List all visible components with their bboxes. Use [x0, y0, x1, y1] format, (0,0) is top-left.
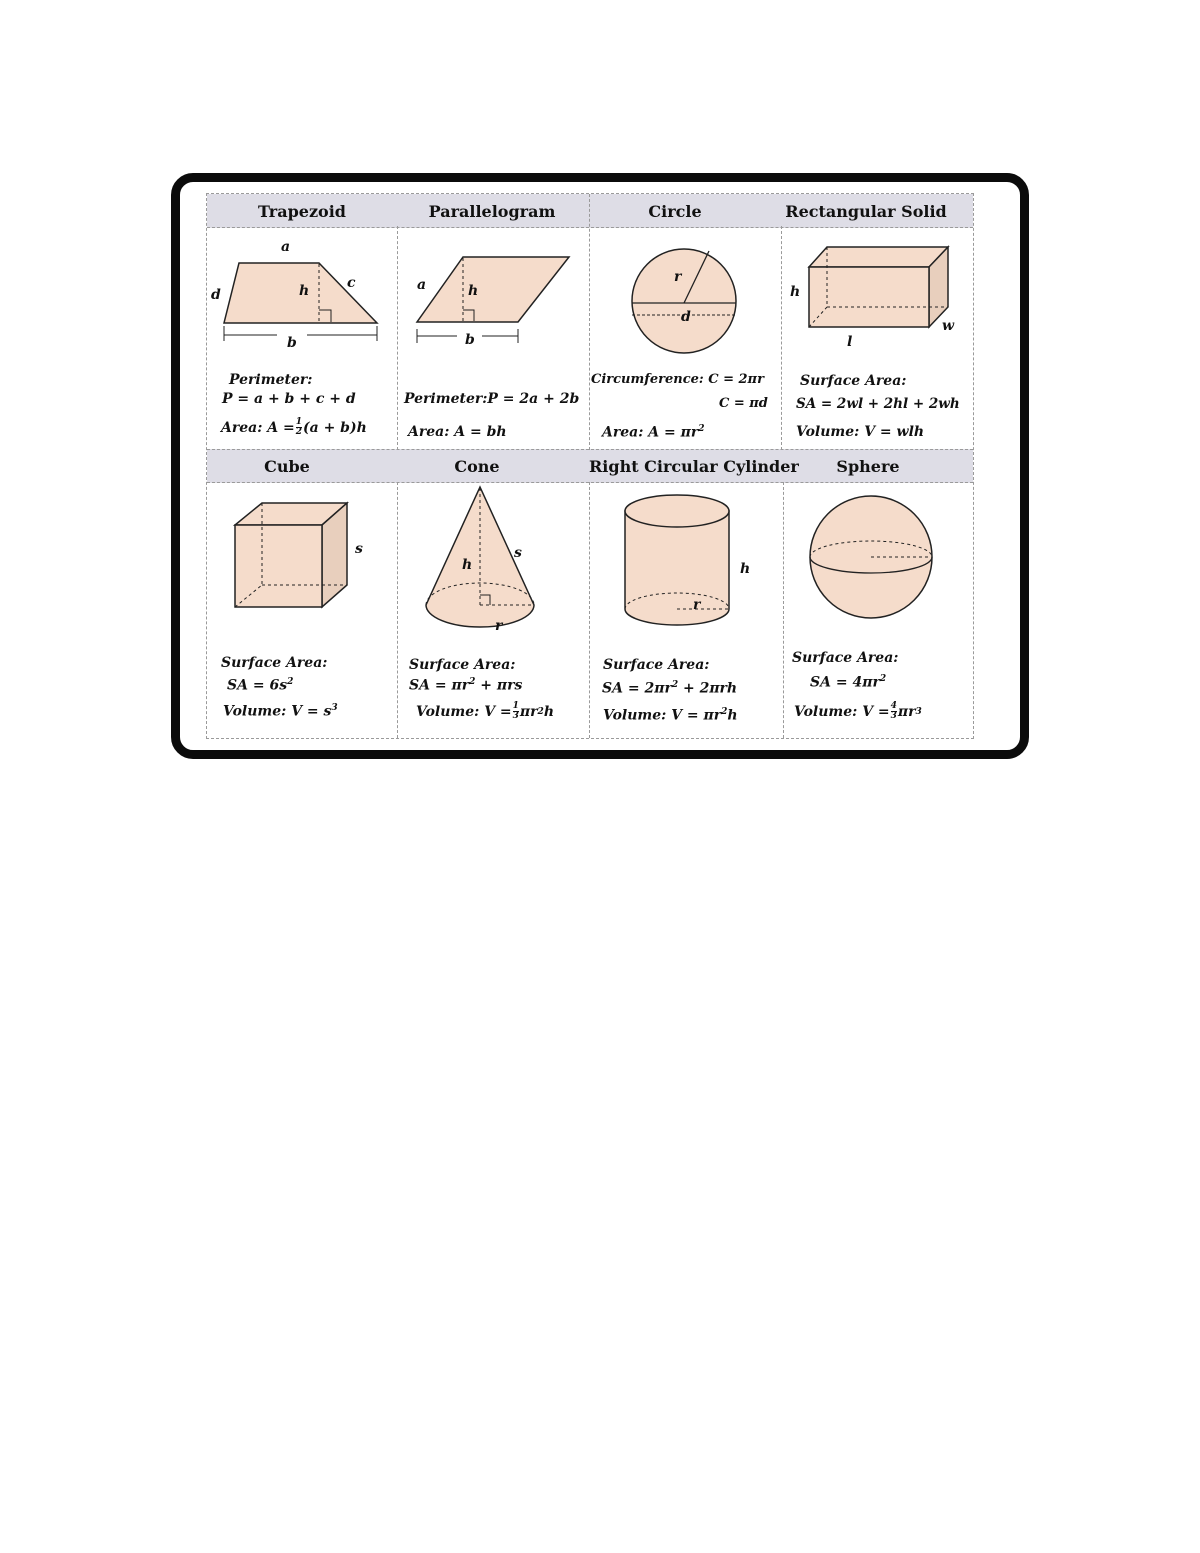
title-rectangular-solid: Rectangular Solid [785, 202, 947, 221]
title-parallelogram: Parallelogram [428, 202, 556, 221]
trapezoid-area [221, 418, 367, 437]
title-circle: Circle [648, 202, 702, 221]
fraction-numerator: 1 [295, 417, 302, 427]
title-cube: Cube [264, 457, 310, 476]
circle-label-d: d [681, 309, 691, 325]
cylinder-sa-formula-b: + 2πrh [678, 680, 738, 697]
trapezoid-label-a: a [281, 239, 291, 255]
rect-solid-label-w: w [942, 318, 955, 334]
sphere-sa-exponent: 2 [879, 674, 887, 684]
title-trapezoid: Trapezoid [258, 202, 346, 221]
cone-sa-formula-a: SA = πr [409, 677, 470, 694]
sphere-volume-label: Volume: [794, 703, 858, 720]
sphere-volume-rhs: πr [897, 703, 916, 720]
cone-figure [426, 487, 534, 634]
cylinder-figure [625, 495, 750, 625]
cylinder-volume [603, 707, 738, 724]
cube-label-s: s [355, 541, 363, 557]
rect-solid-label-h: h [790, 284, 801, 300]
cone-label-r: r [495, 618, 503, 634]
trapezoid-perimeter-formula: P = a + b + c + d [222, 391, 356, 407]
rect-solid-sa-formula: SA = 2wl + 2hl + 2wh [796, 396, 960, 412]
circle-area-formula: A = πr [648, 424, 699, 441]
cone-sa [409, 677, 522, 694]
rect-solid-volume [796, 424, 924, 440]
fraction-numerator: 1 [512, 701, 519, 711]
cube-volume [223, 703, 338, 720]
cube-sa-formula: SA = 6s [227, 677, 288, 694]
trapezoid-figure [211, 239, 377, 351]
parallelogram-perimeter-label: Perimeter: [404, 391, 488, 407]
cylinder-label-r: r [693, 597, 701, 613]
cone-volume-exponent: 2 [537, 706, 544, 717]
circle-circumference-label: Circumference: [591, 372, 704, 387]
sphere-sa-label: Surface Area: [792, 650, 899, 666]
cylinder-volume-formula-a: V = πr [671, 707, 722, 724]
trapezoid-area-label: Area: [221, 419, 263, 436]
circle-circumference-formula-1: C = 2πr [708, 372, 764, 387]
parallelogram-area-formula: A = bh [454, 424, 507, 440]
parallelogram-area-label: Area: [408, 424, 450, 440]
parallelogram-label-b: b [465, 332, 475, 348]
cube-volume-label: Volume: [223, 703, 287, 720]
cylinder-volume-formula-b: h [727, 707, 738, 724]
cone-sa-exponent: 2 [469, 677, 476, 687]
rectangular-solid-figure [790, 247, 955, 350]
cone-sa-label: Surface Area: [409, 657, 516, 673]
cylinder-sa-exponent: 2 [671, 680, 679, 690]
parallelogram-perimeter-formula: P = 2a + 2b [487, 391, 580, 407]
trapezoid-area-fraction [296, 418, 302, 437]
cube-volume-exponent: 3 [331, 703, 338, 713]
cone-volume-fraction [513, 702, 519, 721]
trapezoid-perimeter-label: Perimeter: [229, 372, 313, 388]
rect-solid-label-l: l [847, 334, 853, 350]
sphere-volume-exponent: 3 [915, 706, 922, 717]
parallelogram-area [408, 424, 507, 440]
parallelogram-figure [417, 257, 569, 348]
circle-circumference [591, 372, 764, 387]
rect-solid-volume-label: Volume: [796, 424, 860, 440]
sphere-volume-fraction [891, 702, 897, 721]
fraction-numerator: 4 [890, 701, 897, 711]
rect-solid-sa-label: Surface Area: [800, 373, 907, 389]
parallelogram-label-h: h [468, 283, 479, 299]
cone-volume-label: Volume: [416, 703, 480, 720]
cone-label-h: h [462, 557, 473, 573]
cone-volume-rhs-a: πr [519, 703, 538, 720]
cube-sa [227, 677, 293, 694]
cube-figure [235, 503, 363, 607]
parallelogram-label-a: a [417, 277, 427, 293]
title-cylinder: Right Circular Cylinder [589, 457, 799, 476]
rect-solid-volume-formula: V = wlh [864, 424, 925, 440]
cube-sa-exponent: 2 [287, 677, 294, 687]
cone-volume [416, 702, 554, 721]
cone-volume-lhs: V = [484, 703, 512, 720]
sphere-sa [810, 674, 886, 691]
cone-label-s: s [514, 545, 522, 561]
cylinder-label-h: h [740, 561, 751, 577]
trapezoid-label-b: b [287, 335, 297, 351]
sphere-volume [794, 702, 922, 721]
trapezoid-area-lhs: A = [267, 419, 295, 436]
circle-figure [632, 249, 736, 353]
sphere-figure [810, 496, 932, 618]
parallelogram-perimeter [404, 391, 579, 407]
circle-label-r: r [674, 269, 682, 285]
row1-figures [207, 227, 973, 449]
fraction-denominator: 2 [295, 427, 302, 437]
cone-volume-rhs-b: h [543, 703, 554, 720]
fraction-denominator: 3 [890, 711, 897, 721]
cylinder-sa-formula-a: SA = 2πr [602, 680, 672, 697]
sphere-sa-formula: SA = 4πr [810, 674, 880, 691]
cylinder-sa [602, 680, 737, 697]
cube-sa-label: Surface Area: [221, 655, 328, 671]
fraction-denominator: 3 [512, 711, 519, 721]
circle-area [602, 424, 705, 441]
sphere-volume-lhs: V = [862, 703, 890, 720]
cylinder-sa-label: Surface Area: [603, 657, 710, 673]
row2-figures [207, 483, 973, 643]
title-sphere: Sphere [836, 457, 900, 476]
circle-circumference-formula-2: C = πd [719, 396, 768, 411]
trapezoid-label-h: h [299, 283, 310, 299]
cylinder-volume-exponent: 2 [721, 707, 728, 717]
trapezoid-area-rhs: (a + b)h [303, 419, 367, 436]
circle-area-exponent: 2 [698, 424, 705, 434]
cylinder-volume-label: Volume: [603, 707, 667, 724]
circle-area-label: Area: [602, 424, 644, 441]
title-cone: Cone [454, 457, 500, 476]
trapezoid-label-d: d [211, 287, 221, 303]
cube-volume-formula: V = s [291, 703, 332, 720]
trapezoid-label-c: c [347, 275, 356, 291]
cone-sa-formula-b: + πrs [475, 677, 523, 694]
